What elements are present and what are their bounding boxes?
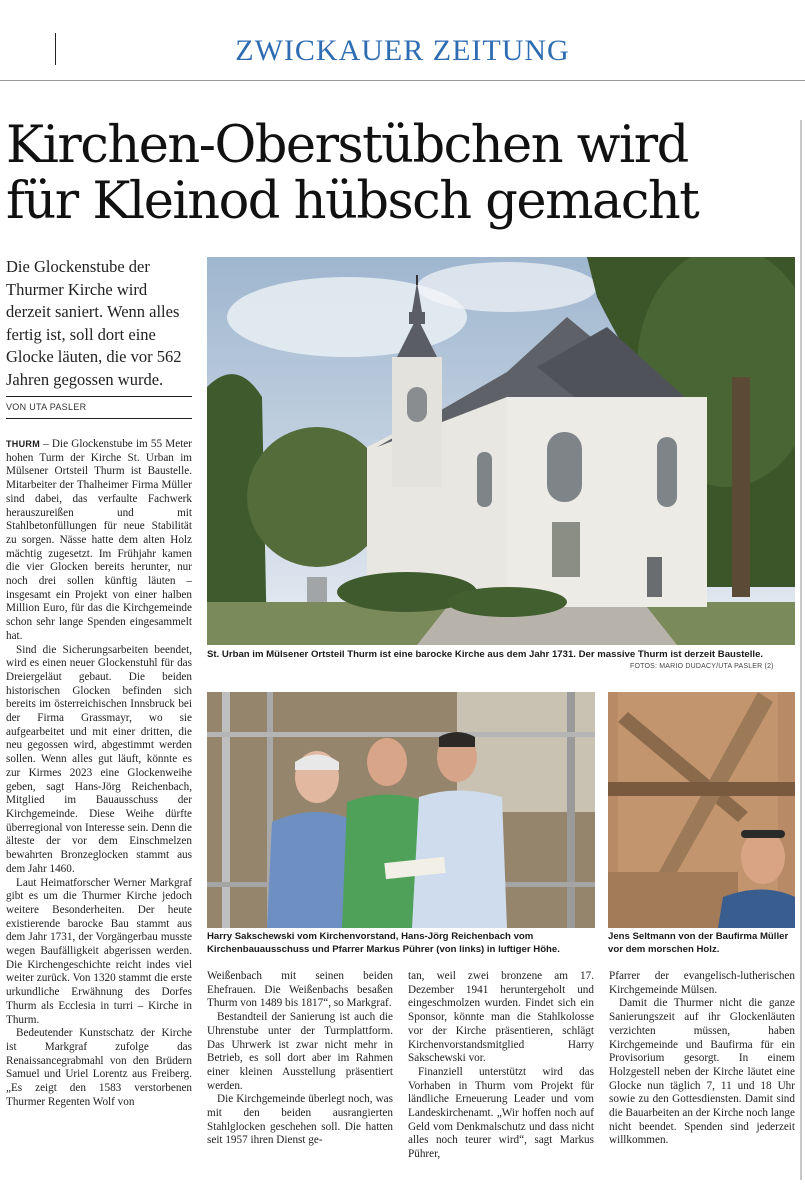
paragraph: Finanziell unterstützt wird das Vorhaben in Thurm vom Projekt für ländliche Erneuerung Leader und vom Landeskirchenamt. „Wir hoffen noch auf Geld vom Denkmalschutz und dass nicht alles noch teurer wird“, sagt Markus Pührer,: [408, 1065, 594, 1161]
paragraph: tan, weil zwei bronzene am 17. Dezember 1941 heruntergeholt und eingeschmolzen wurden. Findet sich ein Sponsor, könnte man die Stahlkolosse vor der Kirche präsentieren, schlägt Kirchenvorstandsmitglied Harry Sakschewski vor.: [408, 970, 594, 1065]
paragraph: Die Kirchgemeinde überlegt noch, was mit den beiden ausrangierten Stahlglocken geschehen soll. Die hatten seit 1957 ihren Dienst ge-: [207, 1093, 393, 1147]
main-photo-caption: St. Urban im Mülsener Ortsteil Thurm ist eine barocke Kirche aus dem Jahr 1731. Der massive Thurm ist derzeit Baustelle.: [207, 649, 764, 660]
text-column-4: [609, 970, 795, 1148]
group-photo: [207, 692, 595, 928]
masthead-divider: [0, 80, 805, 81]
paragraph: Pfarrer der evangelisch-lutherischen Kirchgemeinde Mülsen.: [609, 970, 795, 996]
lead-divider: [6, 396, 192, 397]
group-illustration: [207, 692, 595, 928]
headline-line-1: Kirchen-Oberstübchen wird: [6, 116, 688, 175]
text-column-2: [207, 970, 393, 1148]
article-headline: [6, 118, 796, 230]
paragraph: Bestandteil der Sanierung ist auch die Uhrenstube unter der Turmplattform. Das Uhrwerk ist zwar nicht mehr in Betrieb, es soll dort aber im Rahmen einer kleinen Ausstellung präsentiert werden.: [207, 1011, 393, 1092]
dateline: THURM: [6, 439, 40, 449]
page-edge-rule: [800, 120, 802, 1180]
headline-line-2: für Kleinod hübsch gemacht: [6, 172, 699, 231]
text-column-1: [6, 438, 192, 1109]
worker-photo: [608, 692, 795, 928]
paragraph: Sind die Sicherungsarbeiten beendet, wird es einen neuer Glockenstuhl für das Dreiergeläut gebaut. Die beiden historischen Glocken befinden sich bereits im österreichischen Innsbruck bei der Firma Grassmayr, wo sie aufgearbeitet und mit einer dritten, die neu gegossen wird, abgestimmt werden sollen. Wenn alles gut läuft, könnte es zur Kirmes 2023 eine Glockenweihe geben, sagt Hans-Jörg Reichenbach, Mitglied im Bauausschuss der Kirchgemeinde. Diese Weihe dürfte überregional von Interesse sein. Denn die älteste der vor dem Einschmelzen bewahrten Bronzeglocken stammt aus dem Jahr 1460.: [6, 643, 192, 875]
article-lead: Die Glockenstube der Thurmer Kirche wird derzeit saniert. Wenn alles fertig ist, soll dort eine Glocke läuten, die vor 562 Jahren gegossen wurde.: [6, 257, 182, 389]
paragraph-text: – Die Glockenstube im 55 Meter hohen Turm der Kirche St. Urban im Mülsener Ortsteil Thurm ist Baustelle. Mitarbeiter der Thalheimer Firma Müller sind dabei, das verfaulte Fachwerk herauszureißen und mit Stahlbetonfüllungen für neue Stabilität zu sorgen. Nässe hatte dem alten Holz mächtig zugesetzt. Im Frühjahr kamen die vier Glocken bereits herunter, nur noch drei sollen künftig läuten – insgesamt ein Projekt von einer halben Million Euro, für das die Kirchgemeinde schon sehr lange Spenden eingesammelt hat.: [6, 438, 192, 642]
newspaper-masthead: ZWICKAUER ZEITUNG: [235, 34, 570, 67]
byline: VON UTA PASLER: [6, 402, 87, 412]
worker-illustration: [608, 692, 795, 928]
paragraph: Bedeutender Kunstschatz der Kirche ist Markgraf zufolge das Renaissancegrabmahl von den Brüdern Samuel und Uriel Lorentz aus Freiberg. „Es zeigt den 1583 verstorbenen Thurmer Regenten Wolf von: [6, 1027, 192, 1108]
church-photo: [207, 257, 795, 645]
byline-divider: [6, 418, 192, 419]
text-column-3: [408, 970, 594, 1162]
photo-credit: FOTOS: MARIO DUDACY/UTA PASLER (2): [630, 663, 774, 670]
worker-photo-caption: Jens Seltmann von der Baufirma Müller vor dem morschen Holz.: [608, 931, 789, 955]
paragraph: Weißenbach mit seinen beiden Ehefrauen. Die Weißenbachs besaßen Thurm von 1489 bis 1817“, so Markgraf.: [207, 970, 393, 1010]
paragraph: Damit die Thurmer nicht die ganze Sanierungszeit auf ihr Glockenläuten verzichten müssen, haben Kirchgemeinde und Baufirma für ein Provisorium gesorgt. In einem Holzgestell neben der Kirche läutet eine Glocke nun täglich 7, 11 und 18 Uhr sowie zu den Gottesdiensten. Damit sind die Bauarbeiten an der Kirche noch lange nicht beendet. Spenden sind jederzeit willkommen.: [609, 997, 795, 1147]
paragraph: [6, 438, 192, 644]
church-illustration: [207, 257, 795, 645]
group-photo-caption: Harry Sakschewski vom Kirchenvorstand, Hans-Jörg Reichenbach vom Kirchenbauausschuss und Pfarrer Markus Pührer (von links) in luftiger Höhe.: [207, 931, 560, 955]
paragraph: Laut Heimatforscher Werner Markgraf gibt es um die Thurmer Kirche jedoch weitere Besonderheiten. Der heute existierende barocke Bau stammt aus dem Jahr 1731, der Vorgängerbau musste wegen Baufälligkeit abgerissen werden. Die Kirchengeschichte reicht indes viel weiter zurück. Von 1320 stammt die erste urkundliche Erwähnung des Dorfes Thurm als Ecclesia in turri – Kirche in Thurm.: [6, 876, 192, 1026]
